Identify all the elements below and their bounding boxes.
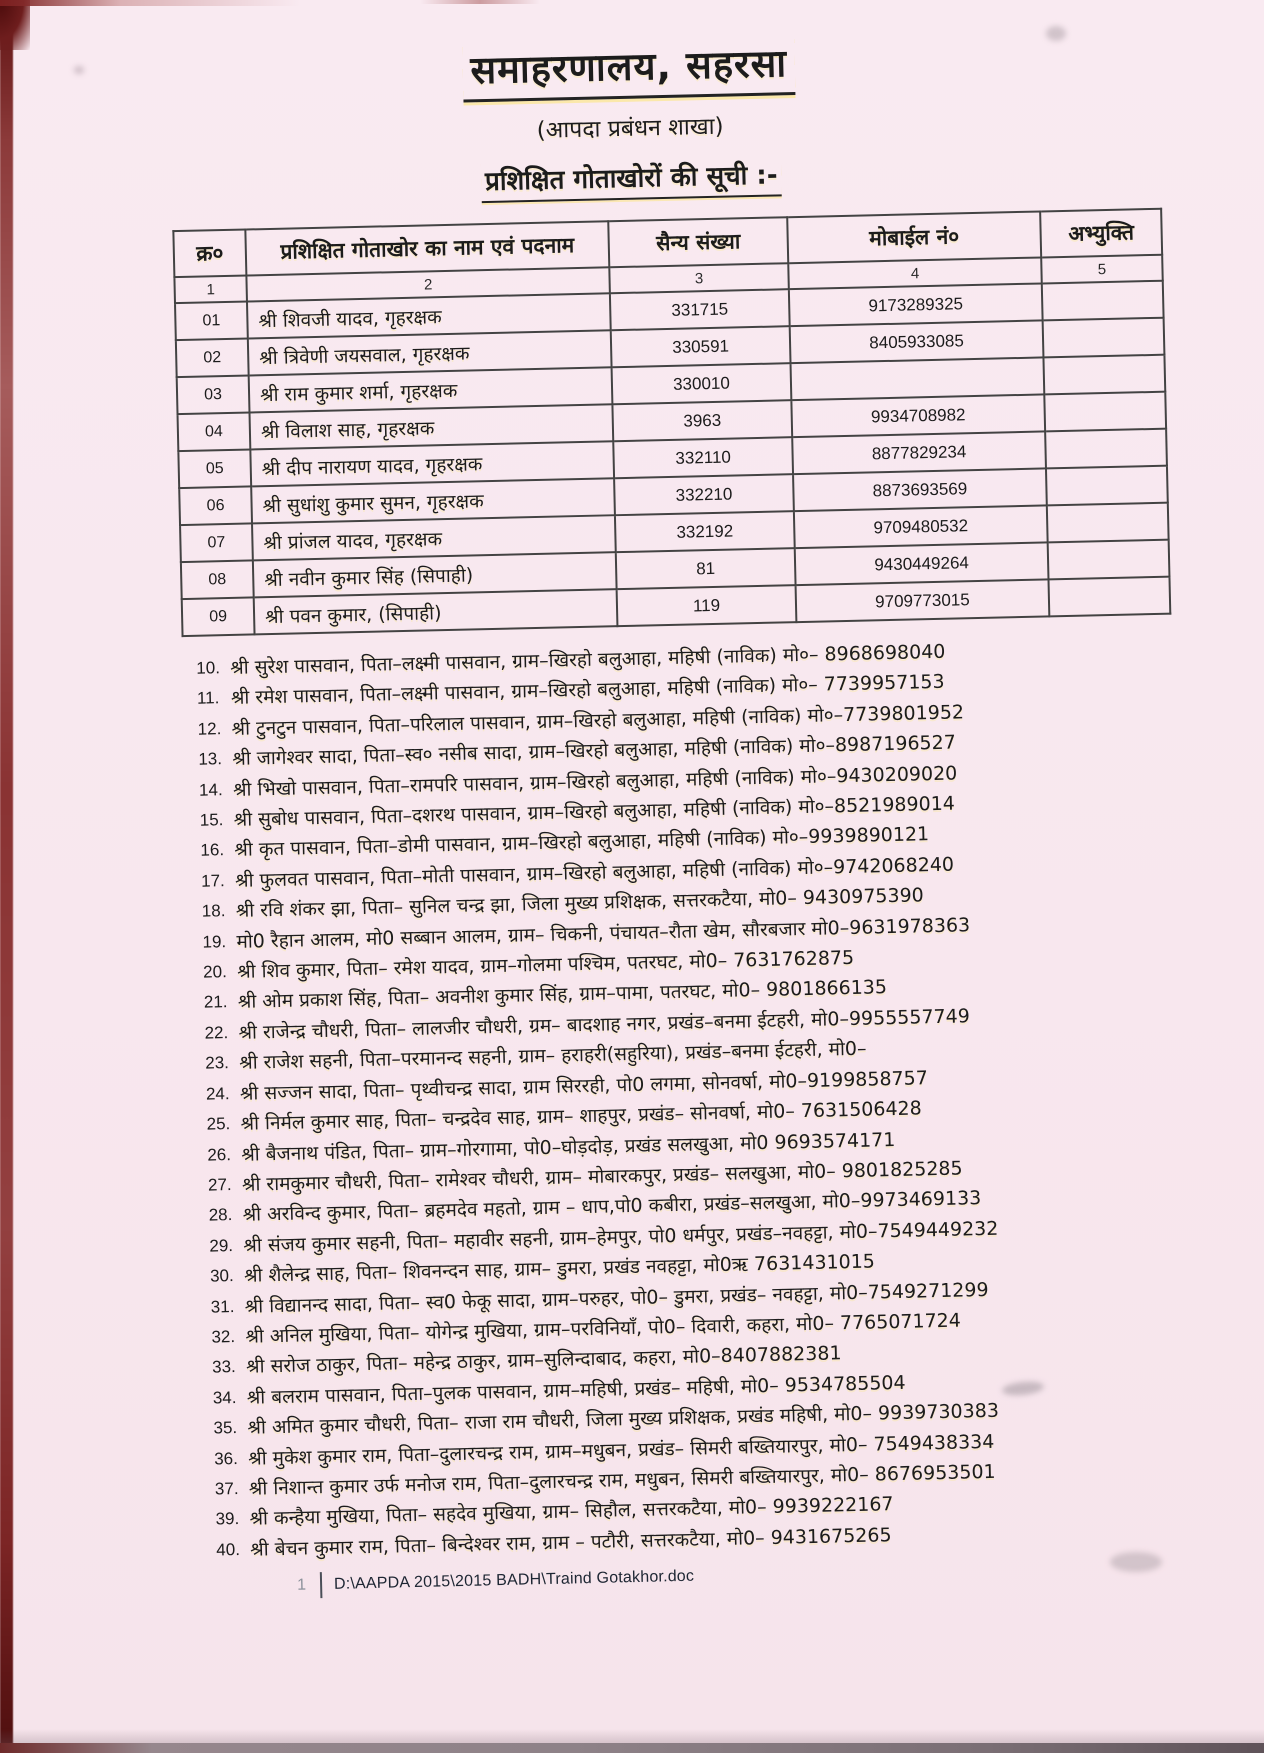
list-item-text: श्री संजय कुमार सहनी, पिता– महावीर सहनी, ग्राम–हेमपुर, पो0 धर्मपुर, प्रखंड–नवहट्टा, मो0–7549449232 (243, 1217, 999, 1257)
cell-force-number: 330010 (612, 363, 792, 404)
cell-serial-number: 07 (180, 523, 253, 562)
cell-remark (1045, 429, 1167, 469)
list-item-text: श्री शिव कुमार, पिता– रमेश यादव, ग्राम–गोलमा पश्चिम, पतरघट, मो0– 7631762875 (236, 946, 855, 983)
column-header-serial: क्र० (173, 230, 246, 278)
list-item-text: श्री शैलेन्द्र साह, पिता– शिवनन्दन साह, ग्राम– डुमरा, प्रखंड नवहट्टा, मो0ऋ 7631431015 (243, 1250, 876, 1287)
list-item-number: 16. (200, 840, 225, 861)
cell-force-number: 332210 (614, 474, 794, 515)
document-footer (297, 1564, 695, 1599)
page-number: 1 (296, 1576, 307, 1594)
cell-mobile-number: 9709773015 (796, 579, 1050, 622)
cell-force-number: 81 (616, 548, 796, 589)
list-item-text: श्री रमेश पासवान, पिता–लक्ष्मी पासवान, ग्राम–खिरहो बलुआहा, महिषी (नाविक) मो०– 7739957153 (230, 671, 945, 710)
list-item-number: 13. (198, 749, 223, 769)
list-item-text: श्री टुनटुन पासवान, पिता–परिलाल पासवान, ग्राम–खिरहो बलुआहा, महिषी (नाविक) मो०–7739801952 (231, 701, 965, 740)
cell-remark (1046, 466, 1168, 506)
cell-mobile-number: 9709480532 (794, 505, 1048, 548)
list-item-number: 36. (214, 1448, 239, 1469)
list-item-number: 25. (206, 1114, 231, 1134)
list-item-number: 22. (204, 1022, 229, 1043)
list-item-text: श्री बेचन कुमार राम, पिता– बिन्देश्वर राम, ग्राम – पटौरी, सत्तरकटैया, मो0– 9431675265 (250, 1523, 892, 1561)
list-item-text: श्री कन्हैया मुखिया, पिता– सहदेव मुखिया, ग्राम– सिहौल, सत्तरकटैया, मो0– 9939222167 (249, 1493, 894, 1531)
list-item-number: 14. (198, 779, 223, 800)
cell-diver-name: श्री नवीन कुमार सिंह (सिपाही) (253, 552, 617, 597)
list-item-text: श्री राजेश सहनी, पिता–परमानन्द सहनी, ग्राम– हराहरी(सहुरिया), प्रखंड–बनमा ईटहरी, मो0– (239, 1037, 867, 1075)
cell-force-number: 332110 (613, 437, 793, 478)
list-item-number: 15. (199, 810, 224, 830)
list-item-text: श्री सरोज ठाकुर, पिता– महेन्द्र ठाकुर, ग्राम–सुलिन्दाबाद, कहरा, मो0–8407882381 (245, 1342, 842, 1379)
list-item-text: श्री सुबोध पासवान, पिता–दशरथ पासवान, ग्राम–खिरहो बलुआहा, महिषी (नाविक) मो०–8521989014 (233, 792, 956, 831)
cell-diver-name: श्री राम कुमार शर्मा, गृहरक्षक (249, 367, 613, 412)
cell-diver-name: श्री पवन कुमार, (सिपाही) (254, 589, 618, 634)
cell-serial-number: 08 (181, 560, 254, 599)
column-number: 3 (609, 263, 789, 293)
list-item-number: 30. (209, 1266, 234, 1286)
footer-divider (320, 1572, 323, 1598)
scan-bottom-edge-artifact (0, 1743, 1264, 1753)
list-item-text: श्री मुकेश कुमार राम, पिता–दुलारचन्द्र राम, ग्राम–मधुबन, प्रखंड– सिमरी बख्तियारपुर, मो0– 7549438334 (247, 1430, 995, 1470)
cell-force-number: 330591 (611, 326, 791, 367)
cell-remark (1047, 503, 1169, 543)
column-header-remarks: अभ्युक्ति (1040, 209, 1162, 258)
cell-diver-name: श्री त्रिवेणी जयसवाल, गृहरक्षक (248, 330, 612, 375)
list-item-number: 26. (207, 1144, 232, 1165)
list-item-text: श्री राजेन्द्र चौधरी, पिता– लालजीर चौधरी, ग्रम– बादशाह नगर, प्रखंड–बनमा ईटहरी, मो0–9955557749 (238, 1005, 971, 1044)
cell-serial-number: 04 (178, 412, 251, 451)
page-title: समाहरणालय, सहरसा (462, 36, 796, 103)
list-item-number: 34. (212, 1387, 237, 1408)
divers-list (196, 629, 1264, 1565)
column-header-force-number: सैन्य संख्या (608, 217, 788, 267)
list-item-text: मो0 रैहान आलम, मो0 सब्बान आलम, ग्राम– चिकनी, पंचायत–रौता खेम, सौरबजार मो0–9631978363 (236, 913, 971, 953)
scan-bottom-fade-artifact (0, 1729, 1264, 1743)
cell-diver-name: श्री प्रांजल यादव, गृहरक्षक (252, 515, 616, 560)
list-item-number: 31. (210, 1296, 235, 1317)
cell-remark (1048, 577, 1170, 617)
cell-mobile-number: 9934708982 (791, 394, 1045, 437)
cell-diver-name: श्री विलाश साह, गृहरक्षक (249, 404, 613, 449)
cell-serial-number: 06 (179, 486, 252, 525)
cell-remark (1042, 281, 1164, 321)
list-item-text: श्री बैजनाथ पंडित, पिता– ग्राम–गोरगामा, पो0–घोड़दोड़, प्रखंड सलखुआ, मो0 9693574171 (241, 1128, 896, 1166)
list-item-number: 33. (211, 1357, 237, 1377)
footer-file-path: D:\AAPDA 2015\2015 BADH\Traind Gotakhor.doc (333, 1567, 695, 1593)
list-item-number: 40. (216, 1539, 241, 1560)
list-item-text: श्री ओम प्रकाश सिंह, पिता– अवनीश कुमार सिंह, ग्राम–पामा, पतरघट, मो0– 9801866135 (237, 976, 888, 1014)
cell-mobile-number: 8405933085 (790, 320, 1044, 363)
list-item-text: श्री अमित कुमार चौधरी, पिता– राजा राम चौधरी, जिला मुख्य प्रशिक्षक, प्रखंड महिषी, मो0– 9939730383 (247, 1399, 1000, 1439)
cell-serial-number: 03 (177, 375, 250, 414)
list-item-number: 27. (207, 1174, 232, 1195)
list-item-number: 37. (214, 1478, 239, 1499)
cell-force-number: 332192 (615, 511, 795, 552)
list-item-text: श्री जागेश्वर सादा, पिता–स्व० नसीब सादा, ग्राम–खिरहो बलुआहा, महिषी (नाविक) मो०–8987196527 (232, 731, 957, 771)
cell-diver-name: श्री दीप नारायण यादव, गृहरक्षक (250, 441, 614, 486)
column-number: 1 (174, 276, 247, 304)
section-heading: प्रशिक्षित गोताखोरों की सूची :- (481, 155, 782, 203)
cell-mobile-number: 9173289325 (789, 283, 1043, 326)
column-header-name: प्रशिक्षित गोताखोर का नाम एवं पदनाम (245, 221, 609, 275)
list-item-number: 11. (196, 688, 220, 709)
cell-mobile-number: 9430449264 (795, 542, 1049, 585)
cell-remark (1043, 318, 1165, 358)
table-body (175, 281, 1170, 636)
list-item-text: श्री बलराम पासवान, पिता–पुलक पासवान, ग्राम–महिषी, प्रखंड– महिषी, मो0– 9534785504 (246, 1371, 906, 1409)
list-item-text: श्री विद्यानन्द सादा, पिता– स्व0 फेकू सादा, ग्राम–परुहर, पो0– डुमरा, प्रखंड– नवहट्टा, मो0–7549271299 (244, 1278, 989, 1318)
cell-remark (1043, 355, 1165, 395)
cell-force-number: 3963 (612, 400, 792, 441)
list-item-number: 32. (211, 1326, 236, 1347)
list-item-text: श्री सुरेश पासवान, पिता–लक्ष्मी पासवान, ग्राम–खिरहो बलुआहा, महिषी (नाविक) मो०– 8968698040 (230, 640, 946, 679)
cell-serial-number: 05 (178, 449, 251, 488)
list-item-text: श्री अरविन्द कुमार, पिता– ब्रहमदेव महतो, ग्राम – धाप,पो0 कबीरा, प्रखंड–सलखुआ, मो0–9973469133 (242, 1187, 982, 1227)
list-item-number: 10. (196, 658, 221, 678)
list-item-text: श्री भिखो पासवान, पिता–रामपरि पासवान, ग्राम–खिरहो बलुआहा, महिषी (नाविक) मो०–9430209020 (232, 762, 958, 801)
column-number: 5 (1041, 255, 1163, 284)
list-item-number: 12. (197, 719, 222, 739)
cell-diver-name: श्री शिवजी यादव, गृहरक्षक (247, 293, 611, 338)
list-item-number: 28. (208, 1205, 233, 1225)
column-number: 4 (788, 257, 1042, 289)
list-item-text: श्री रवि शंकर झा, पिता– सुनिल चन्द्र झा, जिला मुख्य प्रशिक्षक, सत्तरकटैया, मो0– 9430975390 (235, 884, 925, 923)
cell-mobile-number: 8873693569 (793, 468, 1047, 511)
list-item-number: 23. (205, 1053, 230, 1073)
cell-mobile-number (791, 357, 1045, 400)
cell-serial-number: 01 (175, 302, 248, 341)
list-item-text: श्री कृत पासवान, पिता–डोमी पासवान, ग्राम–खिरहो बलुआहा, महिषी (नाविक) मो०–9939890121 (234, 823, 930, 862)
list-item-number: 19. (202, 931, 227, 952)
list-item-text: श्री फुलवत पासवान, पिता–मोती पासवान, ग्राम–खिरहो बलुआहा, महिषी (नाविक) मो०–9742068240 (234, 853, 955, 892)
list-item-text: श्री निर्मल कुमार साह, पिता– चन्द्रदेव साह, ग्राम– शाहपुर, प्रखंड– सोनवर्षा, मो0– 7631506428 (240, 1097, 922, 1135)
cell-remark (1044, 392, 1166, 432)
cell-remark (1048, 540, 1170, 580)
cell-force-number: 119 (617, 585, 797, 626)
list-item-number: 17. (200, 871, 225, 891)
page-subtitle: (आपदा प्रबंधन शाखा) (536, 113, 724, 144)
column-number: 2 (246, 267, 609, 301)
cell-serial-number: 02 (176, 338, 249, 377)
list-item-text: श्री रामकुमार चौधरी, पिता– रामेश्वर चौधरी, ग्राम– मोबारकपुर, प्रखंड– सलखुआ, मो0– 9801825285 (241, 1157, 963, 1196)
cell-mobile-number: 8877829234 (792, 431, 1046, 474)
cell-diver-name: श्री सुधांशु कुमार सुमन, गृहरक्षक (251, 478, 615, 523)
column-header-mobile: मोबाईल नं० (787, 211, 1041, 263)
list-item-text: श्री अनिल मुखिया, पिता– योगेन्द्र मुखिया, ग्राम–परविनियाँ, पो0– दिवारी, कहरा, मो0– 7765071724 (245, 1309, 962, 1348)
cell-force-number: 331715 (610, 289, 790, 330)
list-item-number: 39. (215, 1509, 240, 1529)
cell-serial-number: 09 (182, 597, 255, 636)
list-item-number: 21. (203, 992, 228, 1013)
list-item-number: 18. (201, 901, 226, 921)
list-item-text: श्री सज्जन सादा, पिता– पृथ्वीचन्द्र सादा, ग्राम सिररही, पो0 लगमा, सोनवर्षा, मो0–9199858757 (239, 1066, 929, 1105)
list-item-number: 24. (205, 1083, 230, 1104)
scan-smudge (1110, 1552, 1162, 1572)
divers-table (172, 208, 1171, 637)
list-item-text: श्री निशान्त कुमार उर्फ मनोज राम, पिता–दुलारचन्द्र राम, मधुबन, सिमरी बख्तियारपुर, मो0– 8676953501 (248, 1460, 996, 1500)
list-item-number: 20. (202, 962, 228, 982)
list-item-number: 29. (209, 1235, 234, 1256)
list-item-number: 35. (213, 1418, 238, 1438)
